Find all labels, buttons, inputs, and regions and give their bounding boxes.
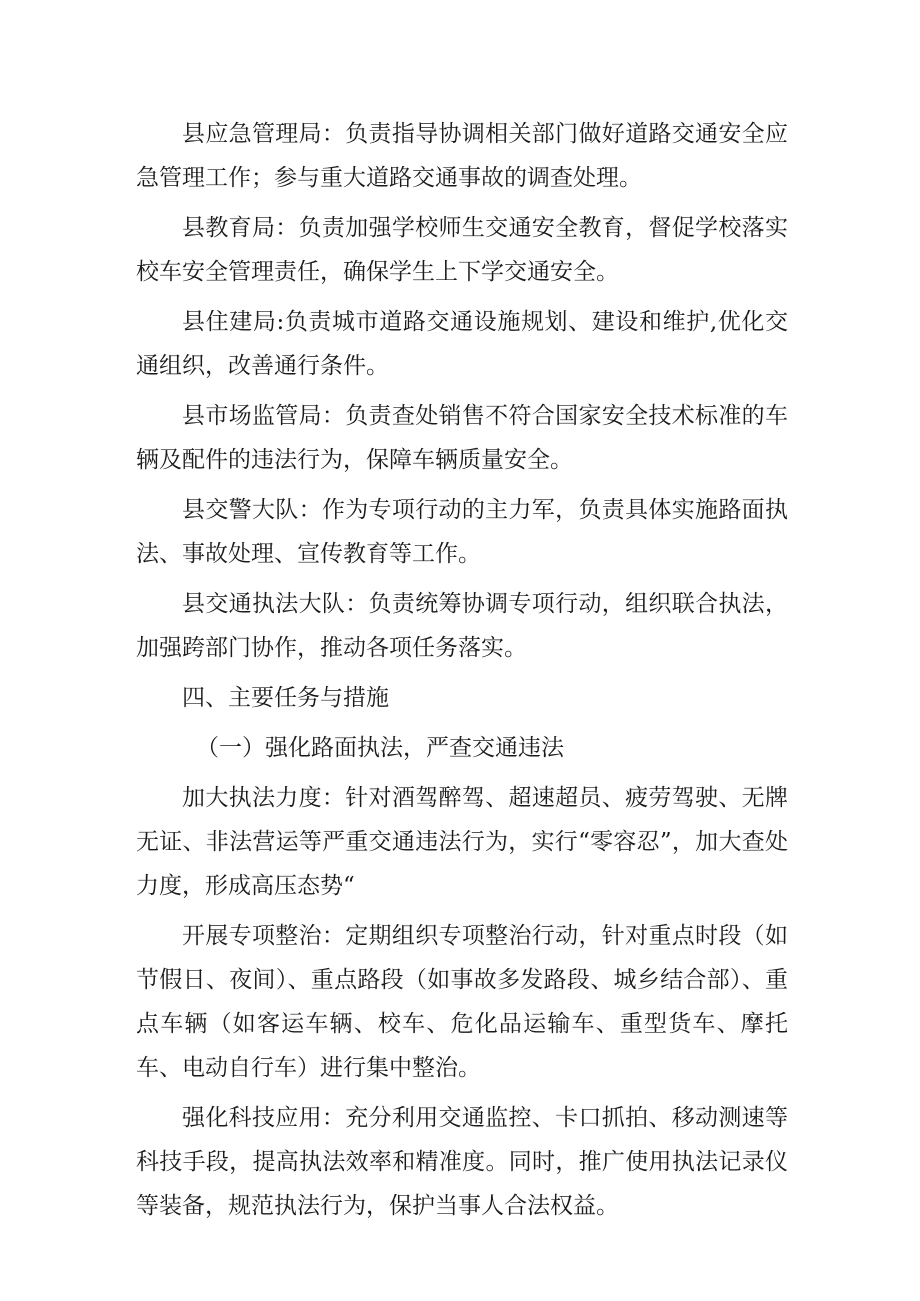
- subsection-heading: （一）强化路面执法，严查交通违法: [196, 735, 564, 761]
- paragraph-traffic-enforcement-brigade: 县交通执法大队：负责统筹协调专项行动，组织联合执法，加强跨部门协作，推动各项任务落实。: [136, 591, 788, 661]
- paragraph-enforcement-intensity: 加大执法力度：针对酒驾醉驾、超速超员、疲劳驾驶、无牌无证、非法营运等严重交通违法行为，实行“零容忍”，加大查处力度，形成高压态势“: [136, 785, 788, 899]
- paragraph-market-regulation-bureau: 县市场监管局：负责查处销售不符合国家安全技术标准的车辆及配件的违法行为，保障车辆质量安全。: [136, 403, 788, 473]
- paragraph-traffic-police-brigade: 县交警大队：作为专项行动的主力军，负责具体实施路面执法、事故处理、宣传教育等工作。: [136, 497, 788, 567]
- paragraph-education-bureau: 县教育局：负责加强学校师生交通安全教育，督促学校落实校车安全管理责任，确保学生上下学交通安全。: [136, 215, 788, 285]
- paragraph-emergency-bureau: 县应急管理局：负责指导协调相关部门做好道路交通安全应急管理工作；参与重大道路交通事故的调查处理。: [136, 121, 788, 191]
- section-heading: 四、主要任务与措施: [182, 685, 389, 711]
- paragraph-housing-bureau: 县住建局:负责城市道路交通设施规划、建设和维护,优化交通组织，改善通行条件。: [136, 309, 788, 379]
- paragraph-technology-application: 强化科技应用：充分利用交通监控、卡口抓拍、移动测速等科技手段，提高执法效率和精准度。同时，推广使用执法记录仪等装备，规范执法行为，保护当事人合法权益。: [136, 1105, 788, 1219]
- paragraph-special-rectification: 开展专项整治：定期组织专项整治行动，针对重点时段（如节假日、夜间）、重点路段（如事故多发路段、城乡结合部）、重点车辆（如客运车辆、校车、危化品运输车、重型货车、摩托车、电动自行车）进行集中整治。: [136, 923, 788, 1081]
- document-page: [136, 112, 788, 1234]
